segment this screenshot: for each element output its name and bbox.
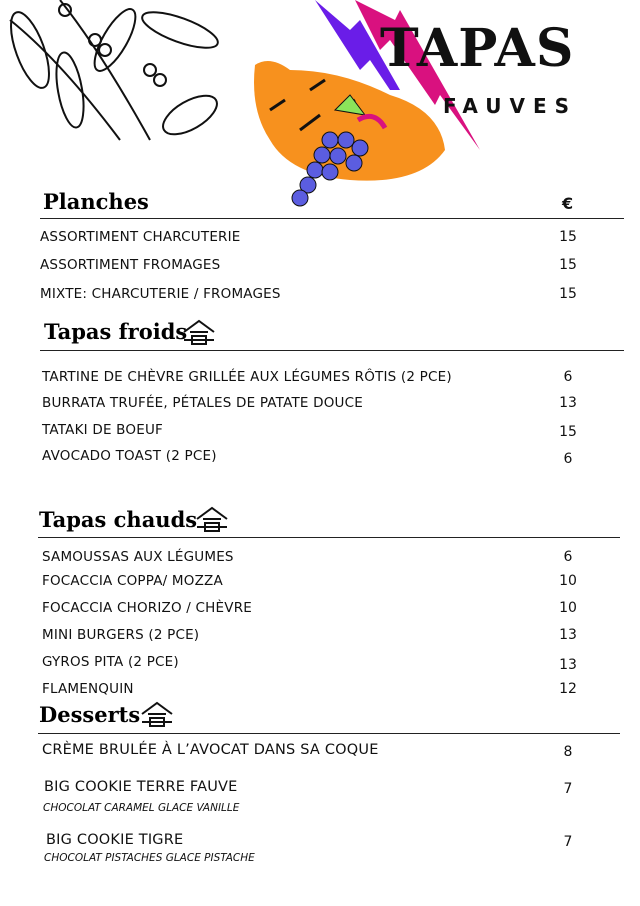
divider [38,537,620,538]
menu-item-price: 15 [559,286,577,302]
section-heading-tapas-froids: Tapas froids [44,319,188,344]
menu-item: BIG COOKIE TERRE FAUVE [44,779,238,795]
currency-label: € [562,194,574,213]
menu-subtitle: FAUVES [443,94,578,118]
menu-item: FOCACCIA COPPA/ MOZZA [42,573,223,589]
section-heading-tapas-chauds: Tapas chauds [39,507,198,532]
menu-item-price: 15 [559,257,577,273]
menu-item-price: 8 [563,744,573,760]
menu-item: TATAKI DE BOEUF [42,422,163,438]
menu-item-price: 12 [559,681,577,697]
menu-item-price: 13 [559,627,577,643]
menu-item: AVOCADO TOAST (2 PCE) [42,448,217,464]
house-icon [195,505,229,533]
menu-title: TAPAS [380,18,575,79]
menu-item-price: 6 [563,549,573,565]
menu-item-price: 7 [563,781,573,797]
menu-item-price: 7 [563,834,573,850]
house-icon [182,318,216,346]
menu-item-price: 6 [563,369,573,385]
menu-item-price: 10 [559,573,577,589]
menu-item-description: CHOCOLAT PISTACHES GLACE PISTACHE [44,852,255,864]
menu-item-price: 13 [559,395,577,411]
coffee-branch-illustration [0,0,240,150]
menu-item-price: 13 [559,657,577,673]
house-icon [140,700,174,728]
divider [38,733,620,734]
menu-item-price: 6 [563,451,573,467]
menu-item: MINI BURGERS (2 PCE) [42,627,200,643]
section-heading-desserts: Desserts [39,702,141,727]
menu-item: ASSORTIMENT FROMAGES [40,257,221,273]
menu-item: BURRATA TRUFÉE, PÉTALES DE PATATE DOUCE [42,395,363,411]
menu-item: FOCACCIA CHORIZO / CHÈVRE [42,600,252,616]
menu-item-price: 15 [559,229,577,245]
menu-item: ASSORTIMENT CHARCUTERIE [40,229,241,245]
divider [40,350,624,351]
menu-item-description: CHOCOLAT CARAMEL GLACE VANILLE [43,802,240,814]
section-heading-planches: Planches [43,189,149,214]
divider [40,218,624,219]
menu-item: FLAMENQUIN [42,681,134,697]
menu-item-price: 15 [559,424,577,440]
menu-item: MIXTE: CHARCUTERIE / FROMAGES [40,286,281,302]
menu-item-price: 10 [559,600,577,616]
menu-item: GYROS PITA (2 PCE) [42,654,179,670]
menu-item: BIG COOKIE TIGRE [46,832,184,848]
menu-item: CRÈME BRULÉE À L’AVOCAT DANS SA COQUE [42,742,379,758]
menu-item: SAMOUSSAS AUX LÉGUMES [42,549,234,565]
menu-item: TARTINE DE CHÈVRE GRILLÉE AUX LÉGUMES RÔTIS (2 PCE) [42,369,452,385]
